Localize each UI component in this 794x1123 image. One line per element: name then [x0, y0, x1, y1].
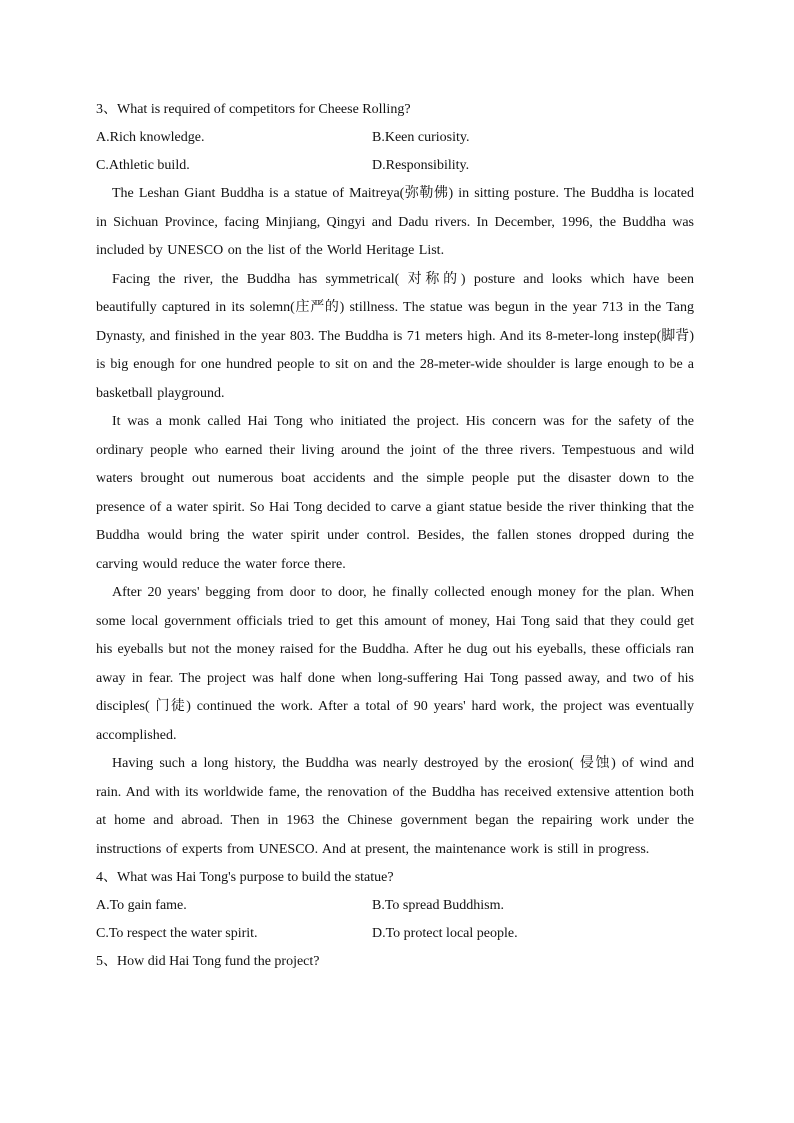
- passage-paragraph-4: After 20 years' begging from door to door, he finally collected enough money for the plan. When some local government officials tried to get this amount of money, Hai Tong said that they could get his eyeballs but not the money raised for the Buddha. After he dug out his eyeballs, these officials ran away in fear. The project was half done when long-suffering Hai Tong passed away, and two of his disciples( 门徒) continued the work. After a total of 90 years' hard work, the project was eventually accomplished.: [96, 585, 694, 743]
- passage-paragraph-1: The Leshan Giant Buddha is a statue of Maitreya(弥勒佛) in sitting posture. The Buddha is located in Sichuan Province, facing Minjiang, Qingyi and Dadu rivers. In December, 1996, the Buddha was included by UNESCO on the list of the World Heritage List.: [96, 186, 694, 258]
- option-a: A.Rich knowledge.: [96, 130, 205, 145]
- option-c: C.To respect the water spirit.: [96, 926, 258, 941]
- question-4-options-row-2: [96, 920, 694, 948]
- document-page: [96, 96, 694, 976]
- passage-paragraph-5: Having such a long history, the Buddha was nearly destroyed by the erosion( 侵蚀) of wind and rain. And with its worldwide fame, the renovation of the Buddha has received extensive attention both at home and abroad. Then in 1963 the Chinese government began the repairing work under the instructions of experts from UNESCO. And at present, the maintenance work is still in progress.: [96, 756, 694, 857]
- question-4: 4、What was Hai Tong's purpose to build the statue?: [96, 870, 394, 885]
- option-d: D.Responsibility.: [372, 158, 470, 173]
- question-3: 3、What is required of competitors for Cheese Rolling?: [96, 102, 411, 117]
- option-d: D.To protect local people.: [372, 926, 518, 941]
- option-b: B.To spread Buddhism.: [372, 898, 505, 913]
- question-3-options-row-2: [96, 152, 694, 180]
- question-5: 5、How did Hai Tong fund the project?: [96, 954, 320, 969]
- passage-paragraph-2: Facing the river, the Buddha has symmetrical( 对称的) posture and looks which have been beautifully captured in its solemn(庄严的) stillness. The statue was begun in the year 713 in the Tang Dynasty, and finished in the year 803. The Buddha is 71 meters high. And its 8-meter-long instep(脚背) is big enough for one hundred people to sit on and the 28-meter-wide shoulder is large enough to be a basketball playground.: [96, 271, 694, 401]
- option-b: B.Keen curiosity.: [372, 130, 470, 145]
- passage-paragraph-3: It was a monk called Hai Tong who initiated the project. His concern was for the safety of the ordinary people who earned their living around the joint of the three rivers. Tempestuous and wild waters brought out numerous boat accidents and the simple people put the disaster down to the presence of a water spirit. So Hai Tong decided to carve a giant statue beside the river thinking that the Buddha would bring the water spirit under control. Besides, the fallen stones dropped during the carving would reduce the water force there.: [96, 414, 694, 572]
- question-3-options-row-1: [96, 124, 694, 152]
- question-4-options-row-1: [96, 892, 694, 920]
- option-a: A.To gain fame.: [96, 898, 187, 913]
- option-c: C.Athletic build.: [96, 158, 190, 173]
